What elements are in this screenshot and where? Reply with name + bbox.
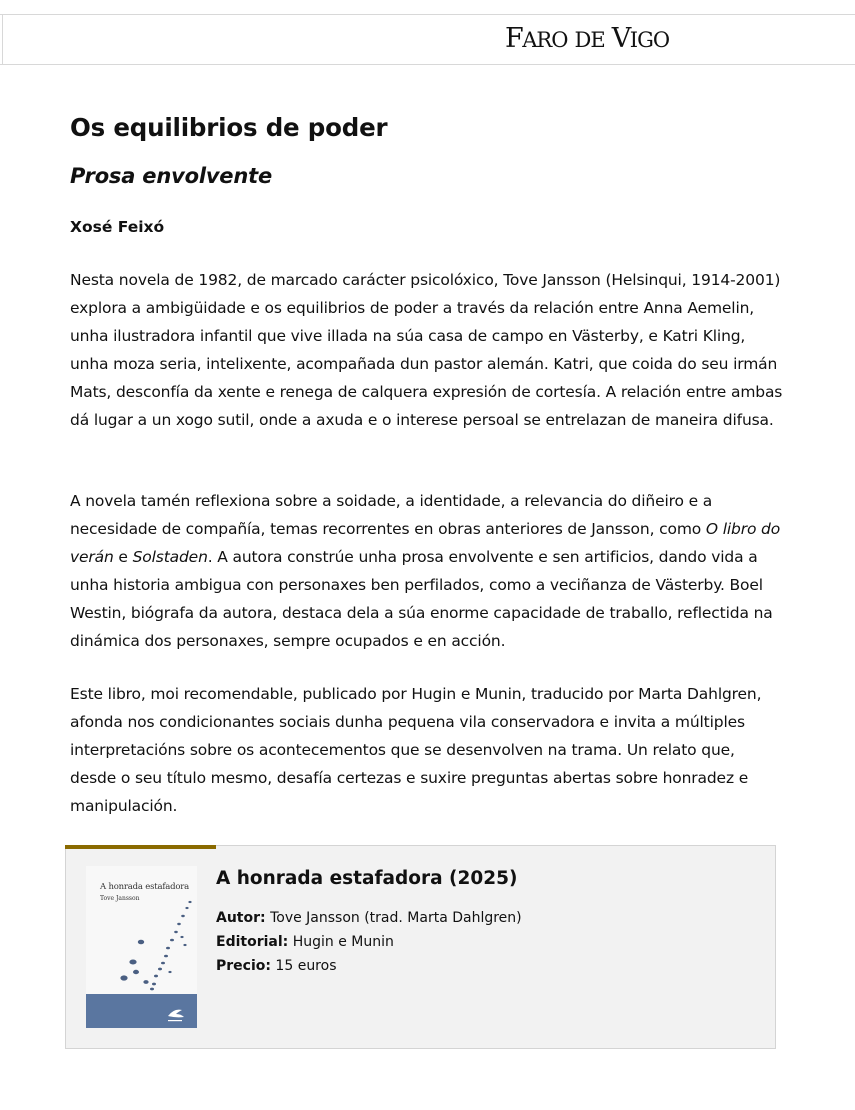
- logo-text: ARO: [522, 28, 568, 52]
- author-label: Autor:: [216, 910, 266, 926]
- logo-text: IGO: [629, 28, 670, 52]
- price-label: Precio:: [216, 958, 271, 974]
- book-reference: O libro do verán: [70, 520, 781, 566]
- logo-letter: F: [505, 23, 523, 54]
- book-cover-image: [86, 866, 197, 1028]
- article-paragraph-3: Este libro, moi recomendable, publicado por Hugin e Munin, traducido por Marta Dahlgren, afonda nos condicionantes sociais dunha pequena vila conservadora e invita a múltiples interpretacións sobre os acontecementos que se desenvolven na trama. Un relato que, desde o seu título mesmo, desafía certezas e suxire preguntas abertas sobre honradez e manipulación.: [70, 685, 762, 815]
- paragraph-text: e: [113, 548, 133, 566]
- logo-letter: V: [611, 23, 630, 54]
- book-price-row: [216, 954, 522, 978]
- article-paragraph-1: Nesta novela de 1982, de marcado carácter psicolóxico, Tove Jansson (Helsinqui, 1914-2001) explora a ambigüidade e os equilibrios de poder a través da relación entre Anna Aemelin, unha ilustradora infantil que vive illada na súa casa de campo en Västerby, e Katri Kling, unha moza seria, intelixente, acompañada dun pastor alemán. Katri, que coida do seu irmán Mats, desconfía da xente e renega de calquera expresión de cortesía. A relación entre ambas dá lugar a un xogo sutil, onde a axuda e o interese persoal se entrelazan de maneira difusa.: [70, 271, 783, 429]
- cover-author: Tove Jansson: [100, 895, 140, 902]
- cover-title: A honrada estafadora: [100, 882, 190, 892]
- article-title: Os equilibrios de poder: [70, 113, 388, 142]
- book-publisher-row: [216, 930, 522, 954]
- card-accent-bar: [65, 845, 216, 849]
- logo-text: DE: [574, 28, 605, 52]
- article-subtitle: Prosa envolvente: [70, 164, 272, 188]
- book-author-row: [216, 906, 522, 930]
- footprints-illustration: [86, 866, 197, 994]
- book-info-card: [65, 845, 776, 1049]
- paragraph-text: A novela tamén reflexiona sobre a soidade, a identidade, a relevancia do diñeiro e a necesidade de compañía, temas recorrentes en obras anteriores de Jansson, como: [70, 492, 713, 538]
- publisher-value: Hugin e Munin: [288, 934, 394, 950]
- book-meta: [216, 906, 522, 978]
- site-logo[interactable]: [505, 25, 669, 54]
- paragraph-text: . A autora constrúe unha prosa envolvente e sen artificios, dando vida a unha historia ambigua con personaxes ben perfilados, como a veciñanza de Västerby. Boel Westin, biógrafa da autora, destaca dela a súa enorme capacidade de traballo, reflectida na dinámica dos personaxes, sempre ocupados e en acción.: [70, 548, 773, 650]
- book-title: A honrada estafadora (2025): [216, 868, 518, 889]
- site-header: [0, 14, 855, 65]
- book-reference: Solstaden: [132, 548, 208, 566]
- cover-band: [86, 994, 197, 1028]
- article-paragraph-2: [70, 487, 785, 655]
- publisher-bird-icon: [86, 994, 197, 1028]
- publisher-label: Editorial:: [216, 934, 289, 950]
- author-value: Tove Jansson (trad. Marta Dahlgren): [265, 910, 522, 926]
- article-author: Xosé Feixó: [70, 218, 165, 236]
- price-value: 15 euros: [270, 958, 337, 974]
